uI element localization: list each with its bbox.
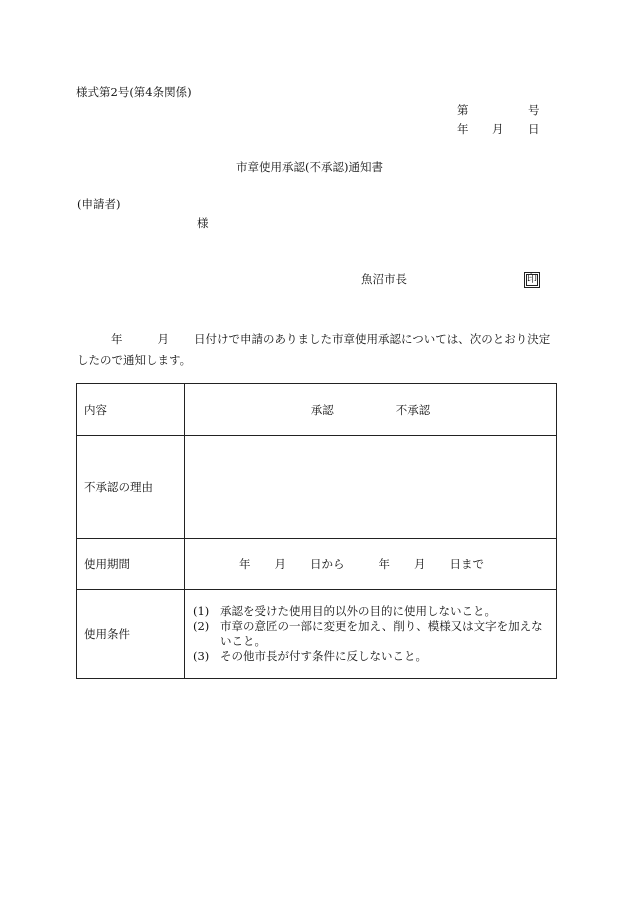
period-start-day: 日から	[310, 557, 345, 571]
issuer-name: 魚沼市長	[361, 272, 407, 286]
table-row-usage-conditions	[77, 590, 557, 679]
body-year: 年	[111, 332, 123, 346]
period-end-month: 月	[414, 557, 426, 571]
period-end-day: 日まで	[449, 557, 484, 571]
condition-text: その他市長が付す条件に反しないこと。	[220, 649, 427, 663]
table-row-content	[77, 384, 557, 436]
condition-number: (3)	[193, 649, 210, 663]
condition-item	[193, 604, 550, 619]
body-text: 日付けで申請のありました市章使用承認については、次のとおり決定したので通知します。	[77, 332, 551, 367]
usage-conditions-value	[185, 590, 557, 679]
option-approved: 承認	[310, 402, 334, 417]
row-label-content: 内容	[77, 384, 185, 436]
table-row-rejection-reason	[77, 436, 557, 539]
applicant-heading: (申請者)	[77, 197, 121, 211]
row-label-usage-conditions: 使用条件	[77, 590, 185, 679]
form-number-label: 様式第2号(第4条関係)	[76, 85, 192, 99]
body-paragraph	[77, 329, 555, 371]
condition-text: 承認を受けた使用目的以外の目的に使用しないこと。	[220, 604, 496, 618]
condition-number: (1)	[193, 604, 210, 618]
row-label-rejection-reason: 不承認の理由	[77, 436, 185, 539]
period-end-year: 年	[378, 557, 390, 571]
body-month: 月	[157, 332, 169, 346]
document-number-suffix: 号	[528, 103, 540, 117]
condition-number: (2)	[193, 619, 210, 633]
usage-period-value	[185, 539, 557, 590]
row-label-usage-period: 使用期間	[77, 539, 185, 590]
date-month: 月	[492, 122, 504, 136]
approval-options	[185, 384, 557, 436]
rejection-reason-value	[185, 436, 557, 539]
condition-item	[193, 619, 550, 649]
seal-stamp-icon: 印	[524, 272, 540, 288]
date-year: 年	[457, 122, 469, 136]
details-table	[76, 383, 557, 679]
conditions-list	[185, 604, 556, 664]
period-start-month: 月	[274, 557, 286, 571]
period-start-year: 年	[239, 557, 251, 571]
document-title: 市章使用承認(不承認)通知書	[236, 160, 383, 174]
document-number-prefix: 第	[457, 103, 469, 117]
table-row-usage-period	[77, 539, 557, 590]
option-rejected: 不承認	[395, 402, 431, 417]
date-day: 日	[528, 122, 540, 136]
condition-text: 市章の意匠の一部に変更を加え、削り、模様又は文字を加えないこと。	[220, 619, 543, 648]
applicant-honorific: 様	[197, 216, 209, 230]
condition-item	[193, 649, 550, 664]
